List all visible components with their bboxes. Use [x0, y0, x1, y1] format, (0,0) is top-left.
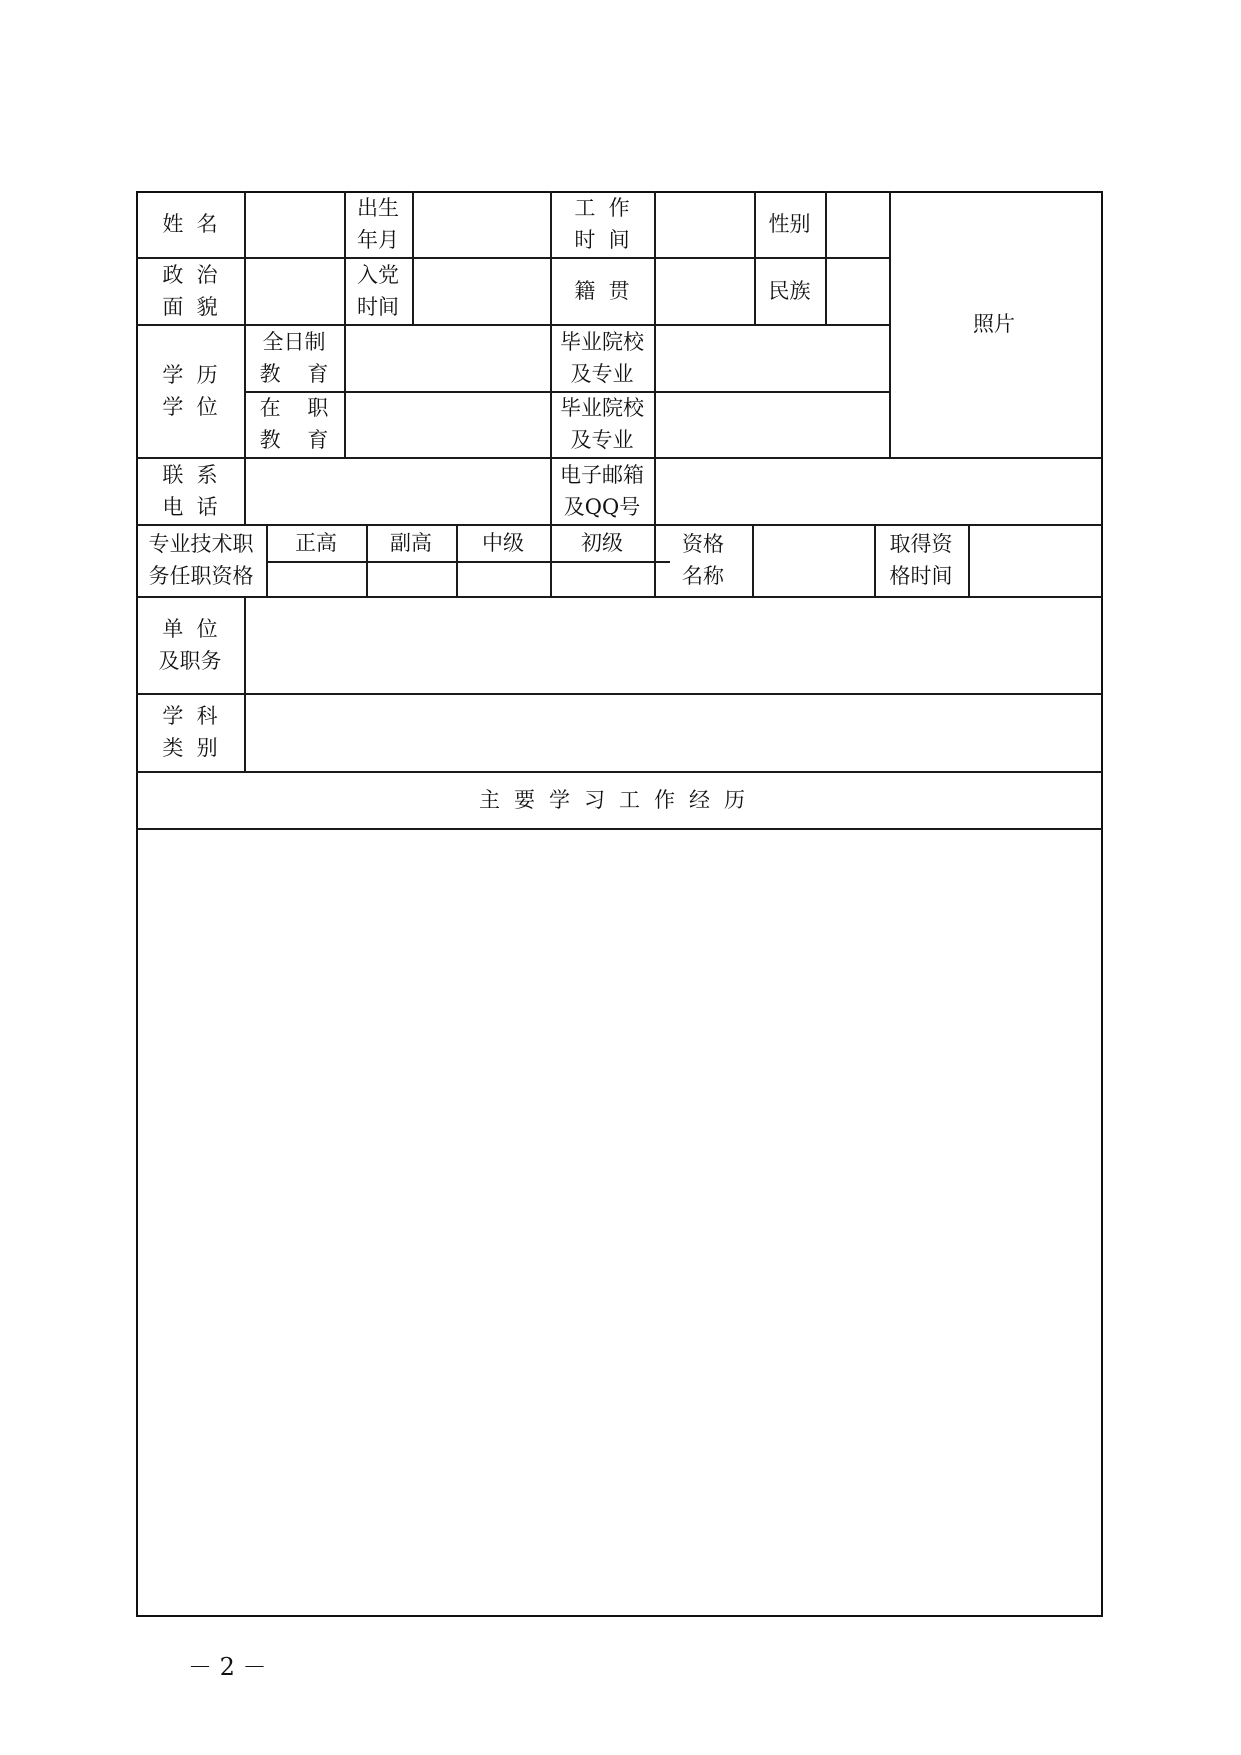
inservice-label: 在 职 教 育 [259, 396, 329, 452]
subject-label: 学 科 类 别 [162, 704, 218, 760]
col-line [244, 596, 246, 771]
name-label: 姓 名 [162, 212, 218, 236]
gender-label: 性别 [768, 212, 811, 236]
grade-junior-label: 初级 [581, 530, 623, 555]
col-line [752, 524, 754, 596]
graduate-school-label: 毕业院校 及专业 [560, 329, 644, 386]
native-place-label: 籍 贯 [574, 278, 630, 303]
col-line [968, 524, 970, 596]
col-line [654, 191, 656, 524]
title-qual-label: 专业技术职 务任职资格 [148, 532, 254, 588]
application-form [136, 191, 1102, 1616]
qual-time-label: 取得资 格时间 [889, 532, 953, 588]
page-number: － 2 － [188, 1653, 267, 1681]
grade-vice-label: 副高 [390, 530, 432, 555]
unit-label: 单 位 及职务 [158, 616, 222, 673]
col-line [244, 191, 246, 324]
photo-area: 照片 [973, 312, 1015, 336]
col-line [825, 191, 827, 324]
col-line [244, 457, 246, 524]
party-time-label: 入党 时间 [357, 262, 399, 319]
birth-label: 出生 年月 [357, 196, 399, 252]
political-label: 政 治 面 貌 [162, 262, 218, 319]
fulltime-label: 全日制 教 育 [259, 329, 329, 386]
history-title: 主要学习工作经历 [479, 787, 759, 812]
work-time-label: 工 作 时 间 [574, 196, 630, 252]
education-label: 学 历 学 位 [162, 362, 218, 419]
row-line [266, 561, 670, 563]
col-line [412, 191, 414, 324]
grade-senior-label: 正高 [295, 530, 337, 555]
ethnicity-label: 民族 [768, 278, 811, 303]
email-label: 电子邮箱 及QQ号 [560, 462, 644, 519]
grade-mid-label: 中级 [482, 530, 524, 555]
row-line [136, 596, 1102, 598]
graduate-school-label: 毕业院校 及专业 [560, 396, 644, 452]
row-line [136, 828, 1102, 830]
phone-label: 联 系 电 话 [162, 462, 218, 519]
row-line [136, 693, 1102, 695]
qual-name-label: 资格 名称 [682, 532, 724, 588]
